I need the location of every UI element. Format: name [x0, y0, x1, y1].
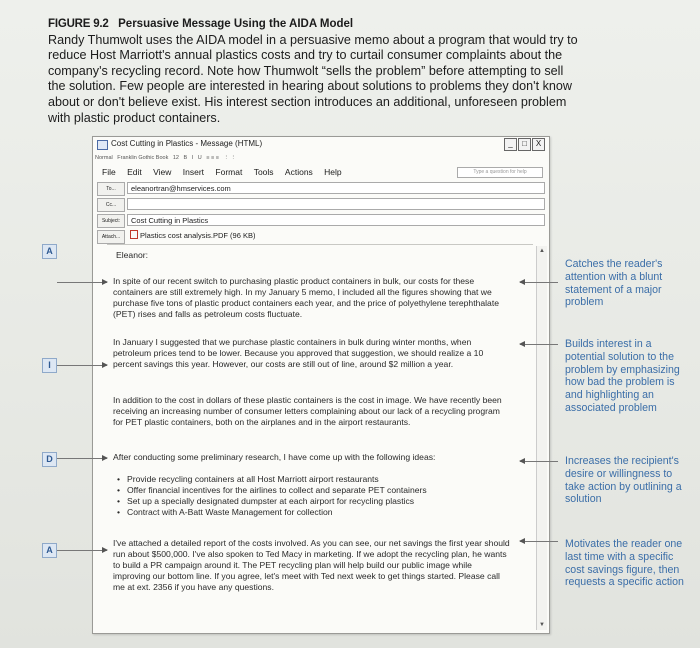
pdf-file-icon [130, 230, 138, 239]
desire-paragraph: After conducting some preliminary research, I have come up with the following ideas: [113, 452, 436, 462]
to-field[interactable]: eleanortran@hmservices.com [127, 182, 545, 194]
cc-field[interactable] [127, 198, 545, 210]
title-bar [93, 137, 549, 151]
subject-field[interactable]: Cost Cutting in Plastics [127, 214, 545, 226]
message-scrollbar[interactable] [536, 246, 547, 630]
attention-right-arrow [520, 282, 558, 283]
to-row [95, 182, 547, 196]
message-icon [97, 140, 108, 150]
cc-row [95, 198, 547, 212]
subject-row [95, 214, 547, 228]
menu-edit[interactable]: Edit [127, 167, 142, 177]
window-controls [503, 138, 545, 149]
attach-button[interactable]: Attach... [97, 230, 125, 244]
message-greeting: Eleanor: [116, 250, 149, 260]
menu-tools[interactable]: Tools [253, 167, 274, 177]
window-title: Cost Cutting in Plastics - Message (HTML) [111, 139, 263, 148]
attachment-file[interactable] [127, 230, 545, 242]
attach-row [95, 230, 547, 244]
size-select[interactable]: 12 [172, 155, 179, 161]
menu-format[interactable]: Format [215, 167, 243, 177]
interest-note: Builds interest in a potential solution to the problem by emphasizing how bad the problem is and highlighting an associated problem [565, 338, 680, 414]
interest-paragraph-1: In January I suggested that we purchase plastic containers in bulk during winter months, when petroleum prices tend to be lower. Because you approved that suggestion, we should realize a 10 percent savings this year. However, our costs are still out of line, around $2 million a year. [113, 337, 484, 370]
minimize-button[interactable]: _ [504, 138, 517, 151]
italic-icon[interactable]: I [191, 155, 194, 161]
interest-left-arrow [57, 365, 107, 366]
list-item: • Set up a specially designated dumpster at each airport for recycling plastics [117, 496, 507, 507]
menu-file[interactable]: File [102, 167, 116, 177]
close-button[interactable]: X [532, 138, 545, 151]
to-button[interactable]: To... [97, 182, 125, 196]
attention-note: Catches the reader's attention with a blunt statement of a major problem [565, 258, 663, 309]
menu-actions[interactable]: Actions [284, 167, 313, 177]
bold-icon[interactable]: B [183, 155, 188, 161]
desire-badge: D [42, 452, 57, 467]
list-item: • Contract with A-Batt Waste Management for collection [117, 507, 507, 518]
align-icons[interactable]: ≡ ≡ ≡ [206, 155, 219, 161]
list-item: • Provide recycling containers at all Host Marriott airport restaurants [117, 474, 507, 485]
action-note: Motivates the reader one last time with a specific cost savings figure, then requests a specific action [565, 538, 684, 589]
help-search-input[interactable]: Type a question for help [457, 167, 543, 178]
attachment-name: Plastics cost analysis.PDF (96 KB) [140, 231, 256, 240]
maximize-button[interactable]: □ [518, 138, 531, 151]
desire-left-arrow [57, 458, 107, 459]
subject-label: Subject: [97, 214, 125, 228]
ideas-list [117, 474, 507, 518]
formatting-toolbar [95, 153, 547, 164]
caption-text: Randy Thumwolt uses the AIDA model in a persuasive memo about a program that would try to reduce Host Marriott's annual plastics costs and try to curtail consumer complaints about the company's recycling record. Note how Thumwolt “sells the problem” before attempting to sell the solution. Few people are interested in hearing about solutions to problems they don't know about or don't believe exist. His interest section introduces an additional, unforeseen problem with plastic product containers. [48, 32, 578, 125]
list-item: • Offer financial incentives for the airlines to collect and separate PET containers [117, 485, 507, 496]
interest-badge: I [42, 358, 57, 373]
list-icons[interactable]: ⋮ ⋮ [223, 155, 237, 161]
attention-paragraph: In spite of our recent switch to purchasing plastic product containers in bulk, our costs for these containers are still extremely high. In my January 5 memo, I included all the figures showing that we purchase five tons of plastic product containers each year, and the price of polyethylene terephthalate (PET) rises and falls as petroleum costs fluctuate. [113, 276, 500, 320]
scroll-up-icon[interactable]: ▲ [539, 248, 545, 254]
menu-help[interactable]: Help [324, 167, 342, 177]
action-paragraph: I've attached a detailed report of the costs involved. As you can see, our net savings the first year should run about $500,000. I've also spoken to Ted Macy in marketing. If we adopt the recycling plan, he wants to build a PR campaign around it. The PET recycling plan will help build our public image while improving our bottom line. If you agree, let's meet with Ted next week to get things started. Please call me at ext. 2356 if you have any questions. [113, 538, 510, 593]
attention-badge: A [42, 244, 57, 259]
action-left-arrow [57, 550, 107, 551]
interest-paragraph-2: In addition to the cost in dollars of these plastic containers is the cost in image. We have recently been receiving an increasing number of consumer letters complaining about our lack of a recycling program for PET plastic containers, both on the airplanes and in the airport restaurants. [113, 395, 502, 428]
desire-note: Increases the recipient's desire or willingness to take action by outlining a solution [565, 455, 682, 506]
underline-icon[interactable]: U [197, 155, 202, 161]
desire-right-arrow [520, 461, 558, 462]
attention-left-arrow [57, 282, 107, 283]
scroll-down-icon[interactable]: ▼ [539, 622, 545, 628]
interest-right-arrow [520, 344, 558, 345]
font-select[interactable]: Franklin Gothic Book [117, 155, 169, 161]
figure-title: Persuasive Message Using the AIDA Model [118, 18, 354, 30]
menu-view[interactable]: View [153, 167, 172, 177]
action-right-arrow [520, 541, 558, 542]
cc-button[interactable]: Cc... [97, 198, 125, 212]
figure-label: FIGURE 9.2 [48, 18, 109, 30]
message-divider [107, 244, 533, 245]
style-select[interactable]: Normal [95, 155, 113, 161]
action-badge: A [42, 543, 57, 558]
menu-insert[interactable]: Insert [182, 167, 205, 177]
figure-caption [48, 16, 578, 126]
